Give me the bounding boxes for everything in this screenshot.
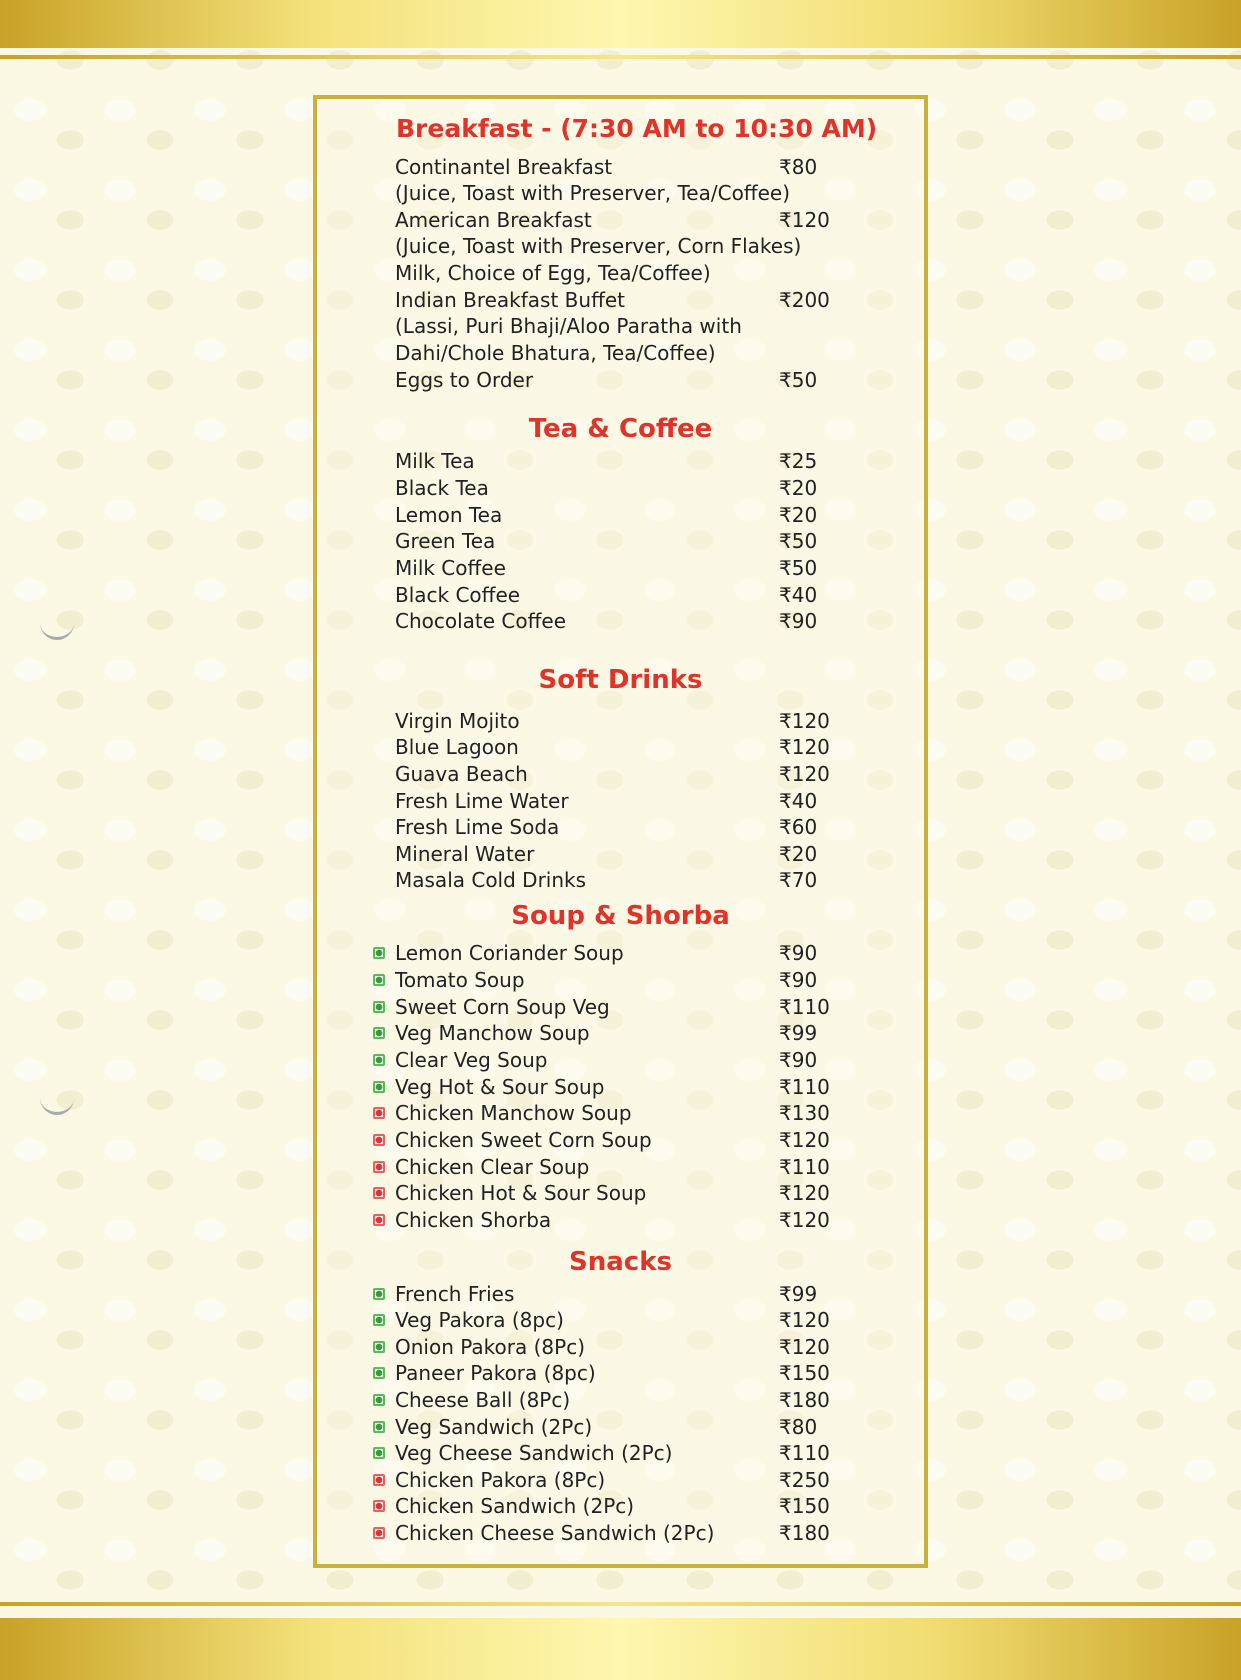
- bottom-gold-band: [0, 1618, 1241, 1680]
- veg-icon: [373, 1341, 385, 1353]
- menu-price: ₹120: [779, 1335, 830, 1359]
- veg-icon: [373, 947, 385, 959]
- menu-price: ₹110: [779, 1155, 830, 1179]
- menu-item: Cheese Ball (8Pc): [395, 1388, 571, 1412]
- section-title-soft-drinks: Soft Drinks: [538, 665, 703, 695]
- section-title-breakfast: Breakfast - (7:30 AM to 10:30 AM): [396, 114, 878, 143]
- menu-item: Virgin Mojito: [395, 709, 520, 733]
- veg-icon: [373, 1054, 385, 1066]
- non-veg-icon: [373, 1187, 385, 1199]
- menu-item: American Breakfast: [395, 208, 592, 232]
- menu-item: Indian Breakfast Buffet: [395, 288, 625, 312]
- menu-item: Veg Sandwich (2Pc): [395, 1415, 593, 1439]
- top-gold-line: [0, 55, 1241, 59]
- menu-item-description: (Juice, Toast with Preserver, Corn Flakes): [395, 234, 802, 258]
- menu-item: Chicken Manchow Soup: [395, 1101, 632, 1125]
- menu-price: ₹120: [779, 1181, 830, 1205]
- menu-item: Guava Beach: [395, 762, 528, 786]
- menu-price: ₹120: [779, 735, 830, 759]
- menu-item: Veg Pakora (8pc): [395, 1308, 564, 1332]
- veg-icon: [373, 1027, 385, 1039]
- menu-price: ₹60: [779, 815, 818, 839]
- menu-item-description: (Juice, Toast with Preserver, Tea/Coffee): [395, 181, 790, 205]
- menu-item: Fresh Lime Soda: [395, 815, 560, 839]
- menu-price: ₹50: [779, 368, 818, 392]
- non-veg-icon: [373, 1474, 385, 1486]
- menu-item: Chicken Sandwich (2Pc): [395, 1494, 635, 1518]
- menu-item: Chocolate Coffee: [395, 609, 567, 633]
- menu-price: ₹25: [779, 449, 818, 473]
- top-gold-band: [0, 0, 1241, 48]
- menu-price: ₹80: [779, 155, 818, 179]
- menu-item: Chicken Cheese Sandwich (2Pc): [395, 1521, 715, 1545]
- menu-price: ₹20: [779, 503, 818, 527]
- menu-price: ₹200: [779, 288, 830, 312]
- veg-icon: [373, 1288, 385, 1300]
- menu-item: Sweet Corn Soup Veg: [395, 995, 610, 1019]
- menu-item: Chicken Clear Soup: [395, 1155, 590, 1179]
- menu-item: Chicken Hot & Sour Soup: [395, 1181, 647, 1205]
- menu-item: Blue Lagoon: [395, 735, 519, 759]
- menu-price: ₹50: [779, 529, 818, 553]
- menu-price: ₹99: [779, 1021, 818, 1045]
- menu-price: ₹180: [779, 1388, 830, 1412]
- veg-icon: [373, 1394, 385, 1406]
- menu-item: Green Tea: [395, 529, 496, 553]
- menu-price: ₹90: [779, 609, 818, 633]
- non-veg-icon: [373, 1107, 385, 1119]
- menu-item: Milk Coffee: [395, 556, 506, 580]
- menu-item-description: Dahi/Chole Bhatura, Tea/Coffee): [395, 341, 716, 365]
- menu-price: ₹120: [779, 762, 830, 786]
- menu-price: ₹110: [779, 995, 830, 1019]
- menu-price: ₹50: [779, 556, 818, 580]
- veg-icon: [373, 1447, 385, 1459]
- menu-item: Lemon Coriander Soup: [395, 941, 624, 965]
- veg-icon: [373, 974, 385, 986]
- menu-price: ₹40: [779, 789, 818, 813]
- menu-price: ₹250: [779, 1468, 830, 1492]
- menu-price: ₹70: [779, 868, 818, 892]
- menu-price: ₹90: [779, 968, 818, 992]
- menu-item: Tomato Soup: [395, 968, 525, 992]
- menu-item: Chicken Pakora (8Pc): [395, 1468, 606, 1492]
- menu-item: Milk Tea: [395, 449, 475, 473]
- menu-item: Continantel Breakfast: [395, 155, 613, 179]
- menu-price: ₹120: [779, 1308, 830, 1332]
- non-veg-icon: [373, 1134, 385, 1146]
- menu-item: French Fries: [395, 1282, 515, 1306]
- menu-item: Fresh Lime Water: [395, 789, 569, 813]
- menu-item: Paneer Pakora (8pc): [395, 1361, 596, 1385]
- menu-item: Veg Manchow Soup: [395, 1021, 590, 1045]
- menu-item: Veg Hot & Sour Soup: [395, 1075, 605, 1099]
- menu-item: Onion Pakora (8Pc): [395, 1335, 585, 1359]
- non-veg-icon: [373, 1527, 385, 1539]
- menu-item: Mineral Water: [395, 842, 535, 866]
- section-title-snacks: Snacks: [569, 1247, 672, 1277]
- menu-price: ₹90: [779, 941, 818, 965]
- menu-price: ₹80: [779, 1415, 818, 1439]
- menu-item: Black Tea: [395, 476, 489, 500]
- menu-price: ₹180: [779, 1521, 830, 1545]
- non-veg-icon: [373, 1214, 385, 1226]
- veg-icon: [373, 1367, 385, 1379]
- menu-price: ₹120: [779, 1128, 830, 1152]
- menu-price: ₹99: [779, 1282, 818, 1306]
- menu-item: Eggs to Order: [395, 368, 534, 392]
- menu-price: ₹150: [779, 1494, 830, 1518]
- veg-icon: [373, 1081, 385, 1093]
- menu-item: Lemon Tea: [395, 503, 503, 527]
- menu-price: ₹130: [779, 1101, 830, 1125]
- menu-price: ₹120: [779, 1208, 830, 1232]
- menu-item: Masala Cold Drinks: [395, 868, 587, 892]
- menu-item-description: Milk, Choice of Egg, Tea/Coffee): [395, 261, 711, 285]
- menu-price: ₹150: [779, 1361, 830, 1385]
- menu-item: Chicken Shorba: [395, 1208, 552, 1232]
- veg-icon: [373, 1314, 385, 1326]
- veg-icon: [373, 1421, 385, 1433]
- menu-price: ₹20: [779, 842, 818, 866]
- menu-item: Black Coffee: [395, 583, 521, 607]
- menu-item: Veg Cheese Sandwich (2Pc): [395, 1441, 673, 1465]
- menu-item-description: (Lassi, Puri Bhaji/Aloo Paratha with: [395, 314, 742, 338]
- menu-price: ₹120: [779, 208, 830, 232]
- menu-price: ₹110: [779, 1075, 830, 1099]
- non-veg-icon: [373, 1500, 385, 1512]
- menu-item: Clear Veg Soup: [395, 1048, 548, 1072]
- section-title-tea-coffee: Tea & Coffee: [528, 414, 713, 444]
- non-veg-icon: [373, 1161, 385, 1173]
- menu-price: ₹110: [779, 1441, 830, 1465]
- veg-icon: [373, 1001, 385, 1013]
- menu-price: ₹90: [779, 1048, 818, 1072]
- menu-price: ₹20: [779, 476, 818, 500]
- menu-price: ₹120: [779, 709, 830, 733]
- section-title-soup-shorba: Soup & Shorba: [511, 901, 730, 931]
- bottom-gold-line: [0, 1602, 1241, 1606]
- menu-price: ₹40: [779, 583, 818, 607]
- menu-item: Chicken Sweet Corn Soup: [395, 1128, 652, 1152]
